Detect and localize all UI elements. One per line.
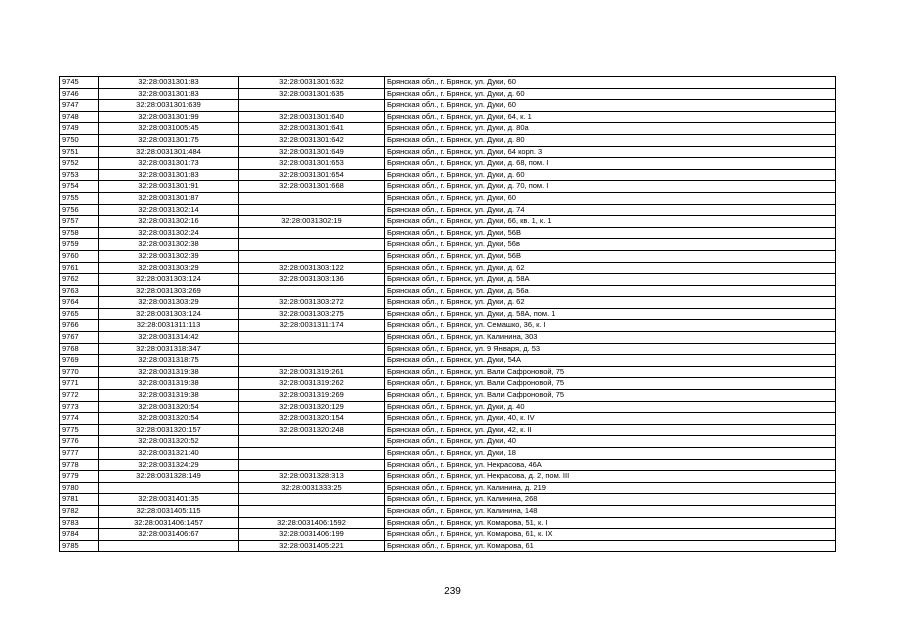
address-cell: Брянская обл., г. Брянск, ул. Калинина, 148 — [385, 505, 836, 517]
table-row — [60, 540, 836, 552]
address-cell: Брянская обл., г. Брянск, ул. 9 Января, д. 53 — [385, 343, 836, 355]
table-row — [60, 505, 836, 517]
address-cell: Брянская обл., г. Брянск, ул. Дуки, д. 68, пом. I — [385, 158, 836, 170]
table-row — [60, 134, 836, 146]
table-row — [60, 424, 836, 436]
row-number-cell: 9748 — [60, 111, 99, 123]
cadastral-number-object-cell: 32:28:0031301:653 — [239, 158, 385, 170]
cadastral-number-parcel-cell: 32:28:0031301:73 — [99, 158, 239, 170]
cadastral-number-object-cell — [239, 459, 385, 471]
table-row — [60, 227, 836, 239]
address-cell: Брянская обл., г. Брянск, ул. Дуки, д. 62 — [385, 262, 836, 274]
cadastral-number-parcel-cell: 32:28:0031303:124 — [99, 274, 239, 286]
row-number-cell: 9755 — [60, 192, 99, 204]
cadastral-number-parcel-cell: 32:28:0031302:14 — [99, 204, 239, 216]
table-row — [60, 529, 836, 541]
address-cell: Брянская обл., г. Брянск, ул. Комарова, 51, к. I — [385, 517, 836, 529]
address-cell: Брянская обл., г. Брянск, ул. Дуки, д. 58А, пом. 1 — [385, 308, 836, 320]
address-cell: Брянская обл., г. Брянск, ул. Дуки, 56В — [385, 250, 836, 262]
cadastral-number-object-cell: 32:28:0031303:275 — [239, 308, 385, 320]
cadastral-number-object-cell: 32:28:0031301:640 — [239, 111, 385, 123]
table-row — [60, 390, 836, 402]
row-number-cell: 9781 — [60, 494, 99, 506]
cadastral-number-parcel-cell: 32:28:0031406:1457 — [99, 517, 239, 529]
address-cell: Брянская обл., г. Брянск, ул. Вали Сафроновой, 75 — [385, 378, 836, 390]
table-row — [60, 482, 836, 494]
row-number-cell: 9762 — [60, 274, 99, 286]
table-row — [60, 262, 836, 274]
address-cell: Брянская обл., г. Брянск, ул. Дуки, 40, к. IV — [385, 413, 836, 425]
row-number-cell: 9759 — [60, 239, 99, 251]
table-row — [60, 413, 836, 425]
address-cell: Брянская обл., г. Брянск, ул. Вали Сафроновой, 75 — [385, 366, 836, 378]
cadastral-number-parcel-cell: 32:28:0031301:83 — [99, 88, 239, 100]
row-number-cell: 9778 — [60, 459, 99, 471]
cadastral-number-object-cell — [239, 239, 385, 251]
cadastral-number-object-cell: 32:28:0031333:25 — [239, 482, 385, 494]
cadastral-number-object-cell — [239, 204, 385, 216]
cadastral-number-parcel-cell: 32:28:0031302:16 — [99, 216, 239, 228]
address-cell: Брянская обл., г. Брянск, ул. Комарова, 61 — [385, 540, 836, 552]
address-cell: Брянская обл., г. Брянск, ул. Калинина, д. 219 — [385, 482, 836, 494]
cadastral-number-parcel-cell: 32:28:0031311:113 — [99, 320, 239, 332]
page-number: 239 — [444, 586, 461, 597]
cadastral-number-object-cell: 32:28:0031319:262 — [239, 378, 385, 390]
cadastral-number-parcel-cell — [99, 482, 239, 494]
cadastral-number-parcel-cell: 32:28:0031301:639 — [99, 100, 239, 112]
cadastral-number-object-cell: 32:28:0031311:174 — [239, 320, 385, 332]
table-row — [60, 158, 836, 170]
cadastral-number-parcel-cell: 32:28:0031301:75 — [99, 134, 239, 146]
cadastral-number-object-cell: 32:28:0031301:632 — [239, 77, 385, 89]
row-number-cell: 9745 — [60, 77, 99, 89]
address-cell: Брянская обл., г. Брянск, ул. Дуки, д. 40 — [385, 401, 836, 413]
cadastral-number-object-cell: 32:28:0031301:635 — [239, 88, 385, 100]
address-cell: Брянская обл., г. Брянск, ул. Дуки, д. 60 — [385, 88, 836, 100]
cadastral-number-object-cell — [239, 227, 385, 239]
table-row — [60, 332, 836, 344]
table-row — [60, 285, 836, 297]
table-row — [60, 320, 836, 332]
cadastral-number-parcel-cell: 32:28:0031302:38 — [99, 239, 239, 251]
address-cell: Брянская обл., г. Брянск, ул. Комарова, 61, к. IX — [385, 529, 836, 541]
row-number-cell: 9785 — [60, 540, 99, 552]
cadastral-number-parcel-cell: 32:28:0031301:87 — [99, 192, 239, 204]
address-cell: Брянская обл., г. Брянск, ул. Дуки, д. 74 — [385, 204, 836, 216]
address-cell: Брянская обл., г. Брянск, ул. Дуки, д. 80а — [385, 123, 836, 135]
cadastral-number-object-cell — [239, 355, 385, 367]
row-number-cell: 9749 — [60, 123, 99, 135]
cadastral-number-object-cell — [239, 448, 385, 460]
table-row — [60, 436, 836, 448]
cadastral-number-parcel-cell: 32:28:0031319:38 — [99, 366, 239, 378]
cadastral-number-parcel-cell: 32:28:0031318:347 — [99, 343, 239, 355]
table-row — [60, 343, 836, 355]
row-number-cell: 9773 — [60, 401, 99, 413]
cadastral-number-object-cell: 32:28:0031406:1592 — [239, 517, 385, 529]
table-row — [60, 216, 836, 228]
address-cell: Брянская обл., г. Брянск, ул. Калинина, 268 — [385, 494, 836, 506]
cadastral-number-object-cell: 32:28:0031406:199 — [239, 529, 385, 541]
address-cell: Брянская обл., г. Брянск, ул. Дуки, 60 — [385, 77, 836, 89]
table-row — [60, 111, 836, 123]
cadastral-number-object-cell — [239, 343, 385, 355]
cadastral-number-parcel-cell: 32:28:0031314:42 — [99, 332, 239, 344]
cadastral-number-object-cell: 32:28:0031301:642 — [239, 134, 385, 146]
address-cell: Брянская обл., г. Брянск, ул. Некрасова, 46А — [385, 459, 836, 471]
row-number-cell: 9772 — [60, 390, 99, 402]
cadastral-table — [59, 76, 836, 552]
row-number-cell: 9764 — [60, 297, 99, 309]
row-number-cell: 9763 — [60, 285, 99, 297]
table-row — [60, 88, 836, 100]
row-number-cell: 9768 — [60, 343, 99, 355]
row-number-cell: 9769 — [60, 355, 99, 367]
row-number-cell: 9767 — [60, 332, 99, 344]
table-row — [60, 77, 836, 89]
cadastral-number-object-cell: 32:28:0031320:154 — [239, 413, 385, 425]
cadastral-number-parcel-cell: 32:28:0031319:38 — [99, 390, 239, 402]
address-cell: Брянская обл., г. Брянск, ул. Дуки, 64, к. 1 — [385, 111, 836, 123]
row-number-cell: 9782 — [60, 505, 99, 517]
cadastral-number-parcel-cell: 32:28:0031320:52 — [99, 436, 239, 448]
row-number-cell: 9771 — [60, 378, 99, 390]
row-number-cell: 9758 — [60, 227, 99, 239]
cadastral-number-object-cell — [239, 505, 385, 517]
cadastral-number-object-cell — [239, 192, 385, 204]
cadastral-number-object-cell: 32:28:0031303:272 — [239, 297, 385, 309]
cadastral-number-object-cell — [239, 436, 385, 448]
row-number-cell: 9761 — [60, 262, 99, 274]
cadastral-number-object-cell — [239, 285, 385, 297]
address-cell: Брянская обл., г. Брянск, ул. Дуки, д. 70, пом. I — [385, 181, 836, 193]
table-row — [60, 366, 836, 378]
row-number-cell: 9752 — [60, 158, 99, 170]
cadastral-number-object-cell — [239, 494, 385, 506]
cadastral-number-object-cell: 32:28:0031320:129 — [239, 401, 385, 413]
cadastral-number-object-cell: 32:28:0031302:19 — [239, 216, 385, 228]
table-body — [60, 77, 836, 552]
address-cell: Брянская обл., г. Брянск, ул. Дуки, 18 — [385, 448, 836, 460]
table-row — [60, 401, 836, 413]
table-row — [60, 308, 836, 320]
address-cell: Брянская обл., г. Брянск, ул. Дуки, д. 58А — [385, 274, 836, 286]
cadastral-number-parcel-cell: 32:28:0031320:54 — [99, 413, 239, 425]
row-number-cell: 9784 — [60, 529, 99, 541]
address-cell: Брянская обл., г. Брянск, ул. Дуки, д. 60 — [385, 169, 836, 181]
cadastral-number-parcel-cell: 32:28:0031301:99 — [99, 111, 239, 123]
cadastral-number-parcel-cell: 32:28:0031321:40 — [99, 448, 239, 460]
row-number-cell: 9779 — [60, 471, 99, 483]
cadastral-number-parcel-cell: 32:28:0031302:24 — [99, 227, 239, 239]
row-number-cell: 9747 — [60, 100, 99, 112]
table-row — [60, 100, 836, 112]
row-number-cell: 9770 — [60, 366, 99, 378]
table-row — [60, 517, 836, 529]
row-number-cell: 9760 — [60, 250, 99, 262]
row-number-cell: 9754 — [60, 181, 99, 193]
row-number-cell: 9751 — [60, 146, 99, 158]
address-cell: Брянская обл., г. Брянск, ул. Дуки, 42, к. II — [385, 424, 836, 436]
row-number-cell: 9746 — [60, 88, 99, 100]
address-cell: Брянская обл., г. Брянск, ул. Дуки, 40 — [385, 436, 836, 448]
cadastral-number-parcel-cell: 32:28:0031319:38 — [99, 378, 239, 390]
table-row — [60, 494, 836, 506]
cadastral-number-parcel-cell: 32:28:0031301:91 — [99, 181, 239, 193]
cadastral-number-object-cell — [239, 250, 385, 262]
address-cell: Брянская обл., г. Брянск, ул. Дуки, д. 80 — [385, 134, 836, 146]
cadastral-number-object-cell: 32:28:0031320:248 — [239, 424, 385, 436]
cadastral-number-parcel-cell: 32:28:0031303:29 — [99, 297, 239, 309]
cadastral-number-parcel-cell: 32:28:0031405:115 — [99, 505, 239, 517]
address-cell: Брянская обл., г. Брянск, ул. Дуки, д. 56а — [385, 285, 836, 297]
address-cell: Брянская обл., г. Брянск, ул. Калинина, 303 — [385, 332, 836, 344]
row-number-cell: 9757 — [60, 216, 99, 228]
cadastral-number-parcel-cell: 32:28:0031301:83 — [99, 169, 239, 181]
cadastral-number-parcel-cell: 32:28:0031303:29 — [99, 262, 239, 274]
address-cell: Брянская обл., г. Брянск, ул. Некрасова, д. 2, пом. III — [385, 471, 836, 483]
table-row — [60, 123, 836, 135]
cadastral-number-object-cell: 32:28:0031303:136 — [239, 274, 385, 286]
cadastral-number-object-cell: 32:28:0031405:221 — [239, 540, 385, 552]
cadastral-number-parcel-cell: 32:28:0031301:83 — [99, 77, 239, 89]
table-row — [60, 204, 836, 216]
address-cell: Брянская обл., г. Брянск, ул. Дуки, 64 корп. 3 — [385, 146, 836, 158]
table-row — [60, 181, 836, 193]
cadastral-number-parcel-cell: 32:28:0031406:67 — [99, 529, 239, 541]
cadastral-number-parcel-cell: 32:28:0031328:149 — [99, 471, 239, 483]
cadastral-number-object-cell — [239, 332, 385, 344]
table-row — [60, 169, 836, 181]
cadastral-number-object-cell: 32:28:0031301:654 — [239, 169, 385, 181]
cadastral-number-parcel-cell: 32:28:0031303:124 — [99, 308, 239, 320]
cadastral-number-object-cell: 32:28:0031319:261 — [239, 366, 385, 378]
address-cell: Брянская обл., г. Брянск, ул. Дуки, 56В — [385, 227, 836, 239]
cadastral-number-parcel-cell: 32:28:0031320:54 — [99, 401, 239, 413]
address-cell: Брянская обл., г. Брянск, ул. Дуки, 60 — [385, 100, 836, 112]
row-number-cell: 9765 — [60, 308, 99, 320]
cadastral-number-object-cell: 32:28:0031319:269 — [239, 390, 385, 402]
address-cell: Брянская обл., г. Брянск, ул. Дуки, д. 62 — [385, 297, 836, 309]
cadastral-number-parcel-cell: 32:28:0031301:484 — [99, 146, 239, 158]
cadastral-number-object-cell: 32:28:0031301:641 — [239, 123, 385, 135]
table-row — [60, 250, 836, 262]
table-row — [60, 378, 836, 390]
table-row — [60, 239, 836, 251]
cadastral-number-parcel-cell: 32:28:0031324:29 — [99, 459, 239, 471]
row-number-cell: 9753 — [60, 169, 99, 181]
cadastral-number-parcel-cell: 32:28:0031320:157 — [99, 424, 239, 436]
table-row — [60, 459, 836, 471]
cadastral-number-object-cell: 32:28:0031301:668 — [239, 181, 385, 193]
row-number-cell: 9774 — [60, 413, 99, 425]
cadastral-number-parcel-cell: 32:28:0031303:269 — [99, 285, 239, 297]
table-row — [60, 448, 836, 460]
address-cell: Брянская обл., г. Брянск, ул. Дуки, 56в — [385, 239, 836, 251]
cadastral-number-parcel-cell: 32:28:0031302:39 — [99, 250, 239, 262]
row-number-cell: 9780 — [60, 482, 99, 494]
address-cell: Брянская обл., г. Брянск, ул. Дуки, 60 — [385, 192, 836, 204]
table-row — [60, 297, 836, 309]
address-cell: Брянская обл., г. Брянск, ул. Семашко, 36, к. I — [385, 320, 836, 332]
cadastral-number-parcel-cell: 32:28:0031401:35 — [99, 494, 239, 506]
row-number-cell: 9783 — [60, 517, 99, 529]
row-number-cell: 9766 — [60, 320, 99, 332]
row-number-cell: 9750 — [60, 134, 99, 146]
table-row — [60, 192, 836, 204]
cadastral-number-parcel-cell: 32:28:0031005:45 — [99, 123, 239, 135]
table-row — [60, 355, 836, 367]
row-number-cell: 9775 — [60, 424, 99, 436]
row-number-cell: 9776 — [60, 436, 99, 448]
row-number-cell: 9756 — [60, 204, 99, 216]
table-row — [60, 274, 836, 286]
address-cell: Брянская обл., г. Брянск, ул. Дуки, 66, кв. 1, к. 1 — [385, 216, 836, 228]
cadastral-number-object-cell: 32:28:0031301:649 — [239, 146, 385, 158]
row-number-cell: 9777 — [60, 448, 99, 460]
address-cell: Брянская обл., г. Брянск, ул. Дуки, 54А — [385, 355, 836, 367]
cadastral-number-object-cell — [239, 100, 385, 112]
table-row — [60, 471, 836, 483]
cadastral-number-object-cell: 32:28:0031328:313 — [239, 471, 385, 483]
cadastral-number-parcel-cell: 32:28:0031318:75 — [99, 355, 239, 367]
cadastral-number-object-cell: 32:28:0031303:122 — [239, 262, 385, 274]
address-cell: Брянская обл., г. Брянск, ул. Вали Сафроновой, 75 — [385, 390, 836, 402]
cadastral-number-parcel-cell — [99, 540, 239, 552]
table-row — [60, 146, 836, 158]
